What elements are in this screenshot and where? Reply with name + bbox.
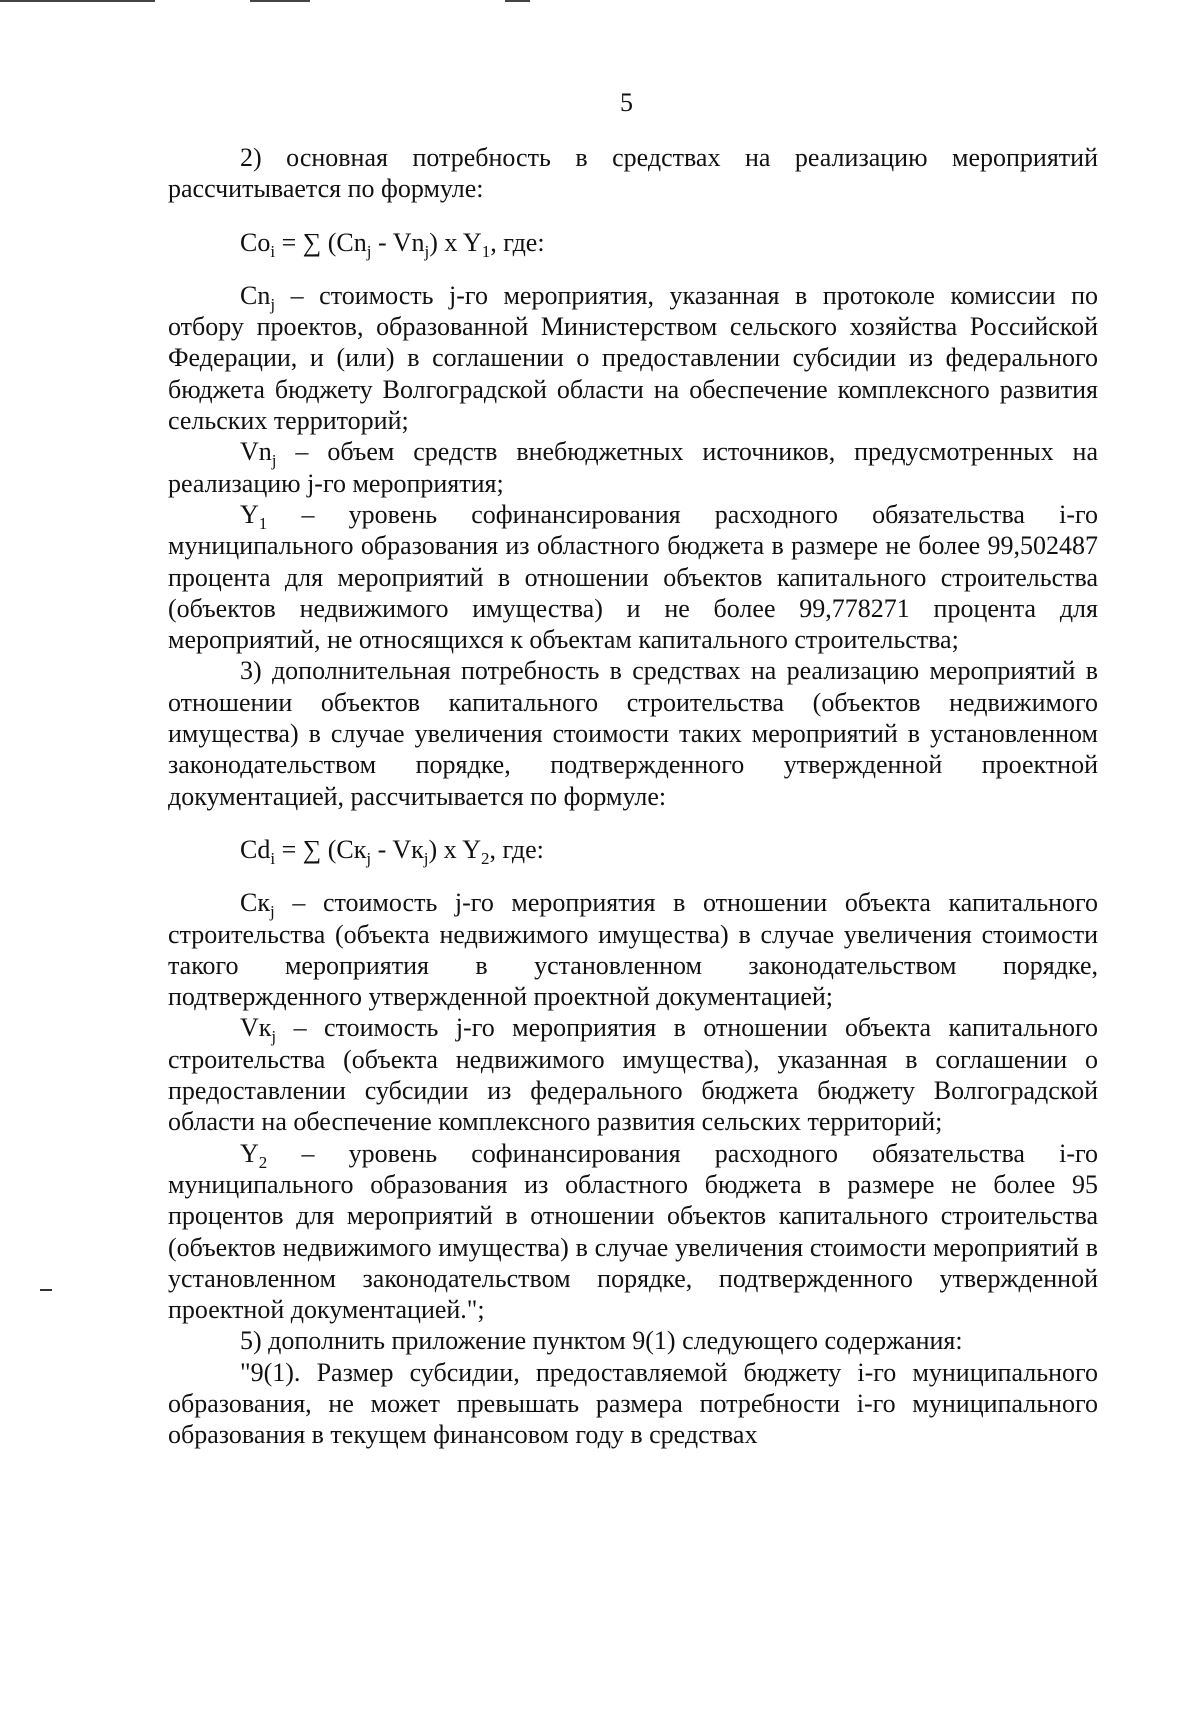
definition-y1: $Y_1$ – уровень софинансирования расходного обязательства i-го муниципального образования из областного бюджета в размере не более 99,502487 процента для мероприятий в отношении объектов капитального строительства (объектов недвижимого имущества) и не более 99,778271 процента для мероприятий, не относящихся к объектам капитального строительства; xyxy=(168,499,1098,655)
item-5-paragraph: 5) дополнить приложение пунктом 9(1) следующего содержания: xyxy=(240,1326,963,1356)
margin-mark xyxy=(40,1289,52,1291)
definition-vk: $Vк_j$ – стоимость j-го мероприятия в отношении объекта капитального строительства (объекта недвижимого имущества), указанная в соглашении о предоставлении субсидии из федерального бюджета бюджету Волгоградской области на обеспечение комплексного развития сельских территорий; xyxy=(168,1013,1098,1137)
scan-edge-line xyxy=(250,0,310,2)
item-9-1-paragraph: "9(1). Размер субсидии, предоставляемой бюджету i-го муниципального образования, не может превышать размера потребности i-го муниципального образования в текущем финансовом году в средствах xyxy=(168,1357,1098,1450)
formula-co: $Co_i$ = ∑ $(Cn_j - Vn_j)$ x $Y_1$, где: xyxy=(240,227,545,261)
formula-cd: $Cd_i$ = ∑ $(Cк_j - Vк_j)$ x $Y_2$, где: xyxy=(240,834,544,868)
definition-vn: $Vn_j$ – объем средств внебюджетных источников, предусмотренных на реализацию j-го мероприятия; xyxy=(168,437,1098,498)
definition-y2: $Y_2$ – уровень софинансирования расходного обязательства i-го муниципального образования из областного бюджета в размере не более 95 процентов для мероприятий в отношении объектов капитального строительства (объектов недвижимого имущества) в случае увеличения стоимости мероприятий в установленном законодательством порядке, подтвержденного утвержденной проектной документацией."; xyxy=(168,1138,1098,1325)
definition-cn: $Cn_j$ – стоимость j-го мероприятия, указанная в протоколе комиссии по отбору проектов, образованной Министерством сельского хозяйства Российской Федерации, и (или) в соглашении о предоставлении субсидии из федерального бюджета бюджету Волгоградской области на обеспечение комплексного развития сельских территорий; xyxy=(168,280,1098,436)
scan-edge-line xyxy=(505,0,530,2)
definition-ck: $Cк_j$ – стоимость j-го мероприятия в отношении объекта капитального строительства (объекта недвижимого имущества) в случае увеличения стоимости такого мероприятия в установленном законодательством порядке, подтвержденного утвержденной проектной документацией; xyxy=(168,888,1098,1012)
page-number: 5 xyxy=(620,88,633,117)
scan-edge-line xyxy=(0,0,155,2)
item-3-paragraph: 3) дополнительная потребность в средствах на реализацию мероприятий в отношении объектов капитального строительства (объектов недвижимого имущества) в случае увеличения стоимости таких мероприятий в установленном законодательством порядке, подтвержденного утвержденной проектной документацией, рассчитывается по формуле: xyxy=(168,656,1098,811)
item-2-paragraph: 2) основная потребность в средствах на реализацию мероприятий рассчитывается по формуле: xyxy=(168,143,1098,204)
document-body xyxy=(168,142,1098,1451)
